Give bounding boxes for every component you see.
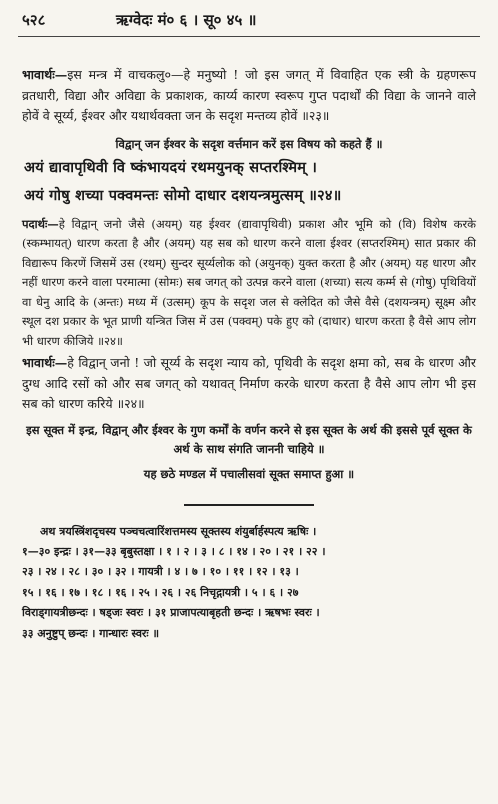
padartha-lead: पदार्थः— <box>22 216 59 231</box>
bhavartha-text: इस मन्त्र में वाचकलु०—हे मनुष्यो ! जो इस जगत् में विवाहित एक स्त्री के ग्रहणरूप व्रतधारी, विद्या और अविद्या के प्रकाशक, कार्य्य कारण स्वरूप गुप्त पदार्थों की विद्या के जानने वाले होवें वे सूर्य्य, ईश्वर और यथार्थवक्ता जन के सदृश मन्तव्य होवें ॥२३॥ <box>22 67 476 123</box>
next-sukta-intro: अथ त्रयस्त्रिंशदृचस्य पञ्चचत्वारिंशत्तमस्य सूक्तस्य शंयुर्बार्हस्पत्य ऋषिः । <box>40 524 317 538</box>
sukta-summary: इस सूक्त में इन्द्र, विद्वान् और ईश्वर के गुण कर्मों के वर्णन करने से इस सूक्त के अर्थ की इससे पूर्व सूक्त के अर्थ के साथ संगति जाननी चाहिये ॥ <box>26 422 472 456</box>
bhavartha-paragraph-23 <box>22 65 476 127</box>
mantra-verse-line-2: अयं गोषु शच्या पक्वमन्तः सोमो दाधार दशयन्त्रमुत्सम् ॥२४॥ <box>24 186 342 204</box>
mantra-verse-line-1: अयं द्यावापृथिवी वि ष्कंभायदयं रथमयुनक् सप्तरश्मिम् । <box>24 158 318 176</box>
next-sukta-meta-line: १५ । १६ । १७ । १८ । १६ । २५ । २६ । २६ निचृद्गायत्री । ५ । ६ । २७ <box>22 585 299 599</box>
padartha-text: हे विद्वान् जनो जैसे (अयम्) यह ईश्वर (द्यावापृथिवी) प्रकाश और भूमि को (वि) विशेष करके (स्कम्भायत्) धारण करता है और (अयम्) यह सब को धारण करने वाला ईश्वर (सप्तरश्मिम्) सात प्रकार की विद्यारूप किरणें जिसमें उस (रथम्) सुन्दर सूर्य्यलोक को (अयुनक्) युक्त करता है और (अयम्) यह धारण और नहीं धारण करने वाला परमात्मा (सोमः) सब जगत् को उत्पन्न करने वाला (शच्या) सत्य कर्म्म से (गोषु) पृथिवियों वा धेनु आदि के (अन्तः) मध्य में (उत्सम्) कूप के सदृश जल से क्लेदित को जैसे वैसे (दशयन्त्रम्) सूक्ष्म और स्थूल दश प्रकार के भूत प्राणी यन्त्रित जिस में उस (पक्वम्) पके हुए को (दाधार) धारण करता है वैसे आप लोग भी धारण कीजिये ॥२४॥ <box>22 216 476 348</box>
page-number: ५२८ <box>22 11 46 29</box>
next-sukta-meta-line: ३३ अनुष्टुप् छन्दः । गान्धारः स्वरः ॥ <box>22 626 160 640</box>
section-divider <box>184 504 314 506</box>
bhavartha-paragraph-24 <box>22 353 476 415</box>
next-sukta-meta-line: २३ । २४ । २८ । ३० । ३२ । गायत्री । ४ । ७ । १० । ११ । १२ । १३ । <box>22 565 299 578</box>
next-sukta-meta-line: विराड्गायत्रीछन्दः । षड्जः स्वरः । ३१ प्राजापत्याबृहती छन्दः । ऋषभः स्वरः । <box>22 606 320 619</box>
next-sukta-meta-line: १—३० इन्द्रः । ३१—३३ बृबुस्तक्षा । १ । २ । ३ । ८ । १४ । २० । २१ । २२ । <box>22 544 326 558</box>
mantra-intro: विद्वान् जन ईश्वर के सदृश वर्त्तमान करें इस विषय को कहते हैं ॥ <box>115 136 383 151</box>
padartha-paragraph <box>22 215 476 352</box>
bhavartha-lead: भावार्थः— <box>22 355 68 370</box>
sukta-concluded-line: यह छठे मण्डल में पचालीसवां सूक्त समाप्त हुआ ॥ <box>143 466 355 481</box>
bhavartha-text: हे विद्वान् जनो ! जो सूर्य्य के सदृश न्याय को, पृथिवी के सदृश क्षमा को, सब के धारण और दुग्ध आदि रसों को और सब जगत् को यथावत् निर्माण करके धारण करता है वैसे आप लोग भी इस सब को धारण करिये ॥२४॥ <box>22 355 476 411</box>
bhavartha-lead: भावार्थः— <box>22 67 68 82</box>
running-head: ऋग्वेदः मं० ६ । सू० ४५ ॥ <box>116 11 257 29</box>
page-header <box>18 10 480 37</box>
